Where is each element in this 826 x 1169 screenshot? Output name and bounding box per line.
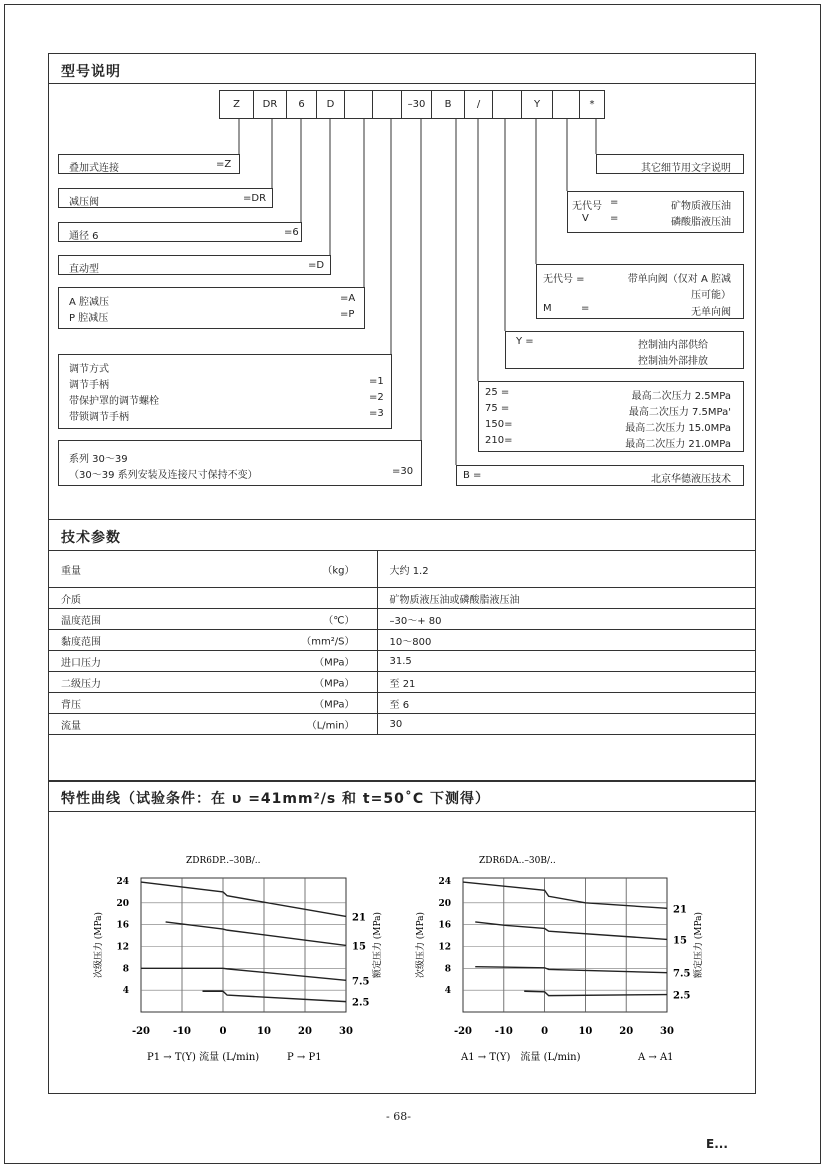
code-cell xyxy=(344,90,373,119)
code-cell: Z xyxy=(219,90,254,119)
adjust-item-2: 带保护罩的调节螺栓 xyxy=(69,396,159,407)
title-divider xyxy=(49,83,755,84)
series-code: =30 xyxy=(392,466,414,477)
y-tick-label: 4 xyxy=(122,986,129,997)
tech-param-value: 10～800 xyxy=(377,630,755,651)
pressure-key-75: 75 = xyxy=(485,403,510,414)
tech-param-unit: （℃） xyxy=(323,615,355,627)
right-tick-label: 7.5 xyxy=(673,968,691,980)
item-pilot-oil xyxy=(505,331,744,369)
x-tick-label: 10 xyxy=(257,1026,271,1037)
tech-row xyxy=(49,651,756,672)
oil-key-2: V xyxy=(582,213,589,224)
y-tick-label: 20 xyxy=(116,898,129,909)
tech-row xyxy=(49,609,756,630)
chamber-p-label: P 腔减压 xyxy=(69,313,109,324)
x-tick-label: -10 xyxy=(172,1026,192,1037)
tech-row xyxy=(49,714,756,735)
tech-row xyxy=(49,672,756,693)
x-tick-label: 20 xyxy=(619,1026,634,1037)
x-tick-label: 30 xyxy=(660,1026,674,1037)
adjust-title: 调节方式 xyxy=(69,364,109,375)
check-eq-2: = xyxy=(581,303,590,314)
pilot-key: Y = xyxy=(516,336,534,347)
chamber-p-code: =P xyxy=(340,309,355,320)
item-series xyxy=(58,440,422,486)
x-axis-label: P1 → T(Y) 流量 (L/min) xyxy=(147,1052,260,1063)
tech-param-name: 进口压力 xyxy=(61,657,101,669)
right-tick-label: 21 xyxy=(352,912,366,924)
right-tick-label: 15 xyxy=(673,935,687,947)
code-cell: DR xyxy=(253,90,287,119)
y-tick-label: 8 xyxy=(444,964,451,975)
series-line-2: （30～39 系列安装及连接尺寸保持不变） xyxy=(69,470,258,481)
right-tick-label: 21 xyxy=(673,904,687,916)
code-cell xyxy=(492,90,522,119)
chart-title: ZDR6DA..–30B/.. xyxy=(479,856,556,866)
tech-param-name: 黏度范围 xyxy=(61,636,101,648)
code-cell: B xyxy=(431,90,465,119)
y-tick-label: 8 xyxy=(122,964,129,975)
y-tick-label: 12 xyxy=(116,942,129,953)
adjust-code-3: =3 xyxy=(369,408,384,419)
y-axis-label: 次级压力 (MPa) xyxy=(94,911,104,979)
item-stack-connection xyxy=(58,154,240,174)
adjust-code-2: =2 xyxy=(369,392,384,403)
x-axis-label: A1 → T(Y) 流量 (L/min) xyxy=(461,1052,581,1063)
corner-mark: E... xyxy=(706,1137,728,1151)
tech-param-name: 二级压力 xyxy=(61,678,101,690)
tech-param-value: –30～+ 80 xyxy=(377,609,755,630)
y-tick-label: 4 xyxy=(444,986,451,997)
y-axis-label-right: 额定压力 (MPa) xyxy=(694,911,704,979)
brand-key: B = xyxy=(463,470,482,481)
y-tick-label: 24 xyxy=(438,877,451,887)
oil-value-2: 磷酸脂液压油 xyxy=(671,217,731,228)
tech-param-name: 温度范围 xyxy=(61,615,101,627)
tech-row xyxy=(49,588,756,609)
chart-title: ZDR6DP..–30B/.. xyxy=(186,856,261,866)
right-tick-label: 2.5 xyxy=(673,990,691,1002)
item-oil-type xyxy=(567,191,744,233)
chamber-a-label: A 腔减压 xyxy=(69,297,110,308)
pressure-key-210: 210= xyxy=(485,435,513,446)
x-tick-label: -20 xyxy=(453,1026,473,1037)
model-section-title: 型号说明 xyxy=(61,64,121,80)
check-value-2: 无单向阀 xyxy=(691,307,731,318)
oil-key-1: 无代号 xyxy=(572,201,602,212)
brand-value: 北京华德液压技术 xyxy=(651,474,731,485)
item-code: =Z xyxy=(216,159,232,170)
oil-eq-1: = xyxy=(610,197,619,208)
tech-param-unit: （mm²/S） xyxy=(301,636,355,648)
adjust-code-1: =1 xyxy=(369,376,384,387)
y-tick-label: 16 xyxy=(438,920,451,931)
code-cell xyxy=(372,90,402,119)
tech-param-value: 大约 1.2 xyxy=(377,551,755,588)
code-cell: 6 xyxy=(286,90,317,119)
curves-section xyxy=(48,781,756,1094)
item-label: 通径 6 xyxy=(69,231,99,242)
x-tick-label: 0 xyxy=(219,1026,227,1037)
item-check-valve xyxy=(536,264,744,319)
item-code: =6 xyxy=(284,227,299,238)
x-tick-label: 20 xyxy=(298,1026,312,1037)
x-tick-label: 0 xyxy=(541,1026,549,1037)
tech-param-unit: （kg） xyxy=(322,565,355,577)
tech-param-value: 矿物质液压油或磷酸脂液压油 xyxy=(377,588,755,609)
x-tick-label: -20 xyxy=(131,1026,151,1037)
x-tick-label: 30 xyxy=(339,1026,353,1037)
tech-param-value: 至 6 xyxy=(377,693,755,714)
item-max-pressure xyxy=(478,381,744,452)
tech-param-unit: （MPa） xyxy=(314,699,355,711)
tech-param-unit: （MPa） xyxy=(314,657,355,669)
y-axis-label-right: 额定压力 (MPa) xyxy=(373,911,383,979)
adjust-item-1: 调节手柄 xyxy=(69,380,109,391)
tech-param-unit: （MPa） xyxy=(314,678,355,690)
chamber-a-code: =A xyxy=(340,293,356,304)
tech-table xyxy=(48,550,756,782)
page-number: - 68- xyxy=(386,1110,411,1123)
item-chamber xyxy=(58,287,365,329)
tech-param-value: 30 xyxy=(377,714,755,735)
item-code: =D xyxy=(308,260,325,271)
y-tick-label: 24 xyxy=(116,877,129,887)
item-direct-operated xyxy=(58,255,331,275)
item-adjustment xyxy=(58,354,392,429)
item-other-details xyxy=(596,154,744,174)
tech-param-name: 背压 xyxy=(61,699,81,711)
item-label: 减压阀 xyxy=(69,197,99,208)
oil-eq-2: = xyxy=(610,213,619,224)
item-code: =DR xyxy=(243,193,267,204)
item-label: 直动型 xyxy=(69,264,99,275)
code-cell: D xyxy=(316,90,345,119)
tech-param-unit: （L/min） xyxy=(306,720,355,732)
item-brand xyxy=(456,465,744,486)
check-value-1b: 压可能） xyxy=(691,290,731,301)
pilot-value-1: 控制油内部供给 xyxy=(638,340,708,351)
tech-row xyxy=(49,630,756,651)
item-pressure-reducing-valve xyxy=(58,188,273,208)
pressure-value-25: 最高二次压力 2.5MPa xyxy=(631,391,731,402)
code-cell: –30 xyxy=(401,90,432,119)
pressure-value-75: 最高二次压力 7.5MPa' xyxy=(628,407,731,418)
tech-param-value: 31.5 xyxy=(377,651,755,672)
code-cell: Y xyxy=(521,90,553,119)
y-tick-label: 20 xyxy=(438,898,451,909)
check-key-1: 无代号 = xyxy=(543,274,585,285)
x-tick-label: 10 xyxy=(578,1026,593,1037)
check-key-2: M xyxy=(543,303,552,314)
x-tick-label: -10 xyxy=(494,1026,513,1037)
y-tick-label: 12 xyxy=(438,942,451,953)
x-axis-label-right: A → A1 xyxy=(638,1052,674,1063)
right-tick-label: 15 xyxy=(352,941,366,953)
code-cell: * xyxy=(579,90,605,119)
other-details-text: 其它细节用文字说明 xyxy=(641,163,731,174)
item-nominal-size xyxy=(58,222,302,242)
series-line-1: 系列 30～39 xyxy=(69,454,128,465)
code-cell xyxy=(552,90,580,119)
oil-value-1: 矿物质液压油 xyxy=(671,201,731,212)
pressure-value-150: 最高二次压力 15.0MPa xyxy=(625,423,731,434)
tech-section-title: 技术参数 xyxy=(61,530,121,546)
curves-section-title: 特性曲线（试验条件：在 υ =41mm²/s 和 t=50˚C 下测得） xyxy=(61,791,490,807)
tech-param-name: 介质 xyxy=(61,594,81,606)
x-axis-label-right: P → P1 xyxy=(287,1052,322,1063)
tech-param-name: 流量 xyxy=(61,720,81,732)
pressure-key-25: 25 = xyxy=(485,387,510,398)
pressure-key-150: 150= xyxy=(485,419,513,430)
check-value-1a: 带单向阀（仅对 A 腔减 xyxy=(627,274,731,285)
tech-row xyxy=(49,551,756,588)
right-tick-label: 7.5 xyxy=(352,976,370,988)
tech-row xyxy=(49,693,756,714)
y-axis-label: 次级压力 (MPa) xyxy=(416,911,426,979)
y-tick-label: 16 xyxy=(116,920,129,931)
right-tick-label: 2.5 xyxy=(352,997,370,1009)
item-label: 叠加式连接 xyxy=(69,163,119,174)
adjust-item-3: 带锁调节手柄 xyxy=(69,412,129,423)
pressure-value-210: 最高二次压力 21.0MPa xyxy=(625,439,731,450)
pilot-value-2: 控制油外部排放 xyxy=(638,356,708,367)
tech-param-value: 至 21 xyxy=(377,672,755,693)
title-divider xyxy=(49,811,755,812)
tech-param-name: 重量 xyxy=(61,565,81,577)
code-cell: / xyxy=(464,90,493,119)
